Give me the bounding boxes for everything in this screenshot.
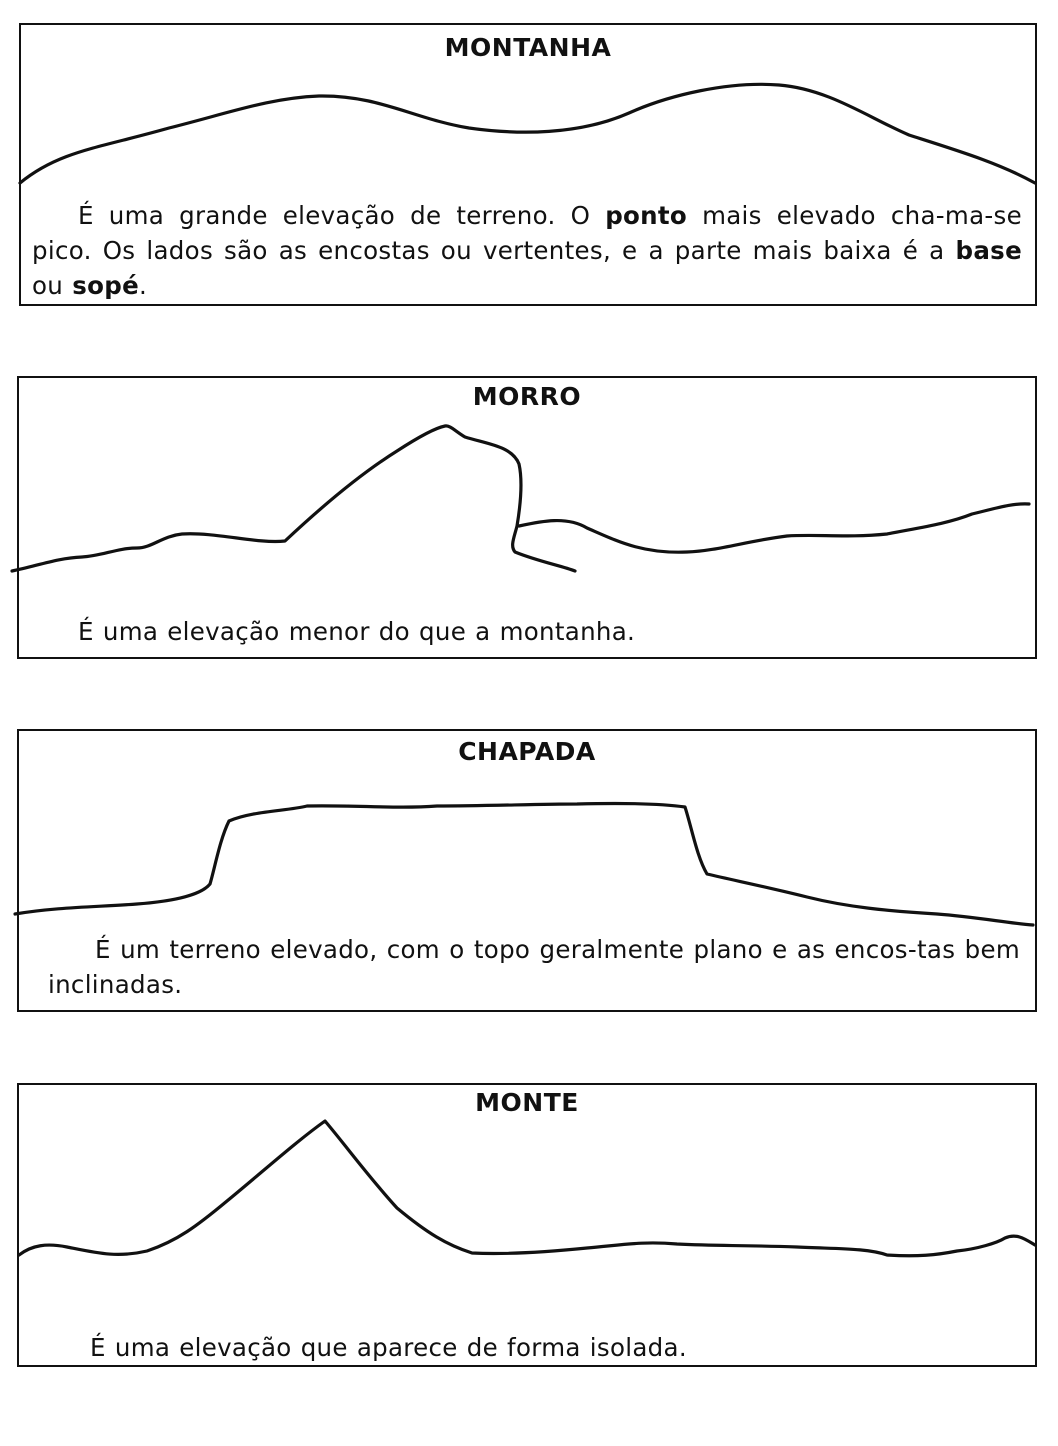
section-description: É uma elevação menor do que a montanha. (78, 617, 636, 646)
section-description: É um terreno elevado, com o topo geralmente plano e as encos-tas bem inclinadas. (48, 935, 1020, 999)
section-title: MONTANHA (444, 33, 612, 62)
section-monte (17, 1083, 1037, 1367)
section-title: MONTE (475, 1088, 579, 1117)
plateau-profile-illustration (17, 729, 1037, 929)
hill-profile-illustration (17, 376, 1037, 586)
mount-profile-illustration (17, 1083, 1037, 1283)
section-montanha (19, 23, 1037, 306)
section-title: MORRO (472, 382, 582, 411)
section-morro (17, 376, 1037, 659)
section-title: CHAPADA (458, 737, 596, 766)
section-description: É uma elevação que aparece de forma isolada. (90, 1333, 687, 1362)
section-description: É uma grande elevação de terreno. O ponto mais elevado cha-ma-se pico. Os lados são as encostas ou vertentes, e a parte mais baixa é a base ou sopé. (32, 201, 1022, 300)
mountain-profile-illustration (19, 23, 1039, 223)
section-chapada (17, 729, 1037, 1012)
